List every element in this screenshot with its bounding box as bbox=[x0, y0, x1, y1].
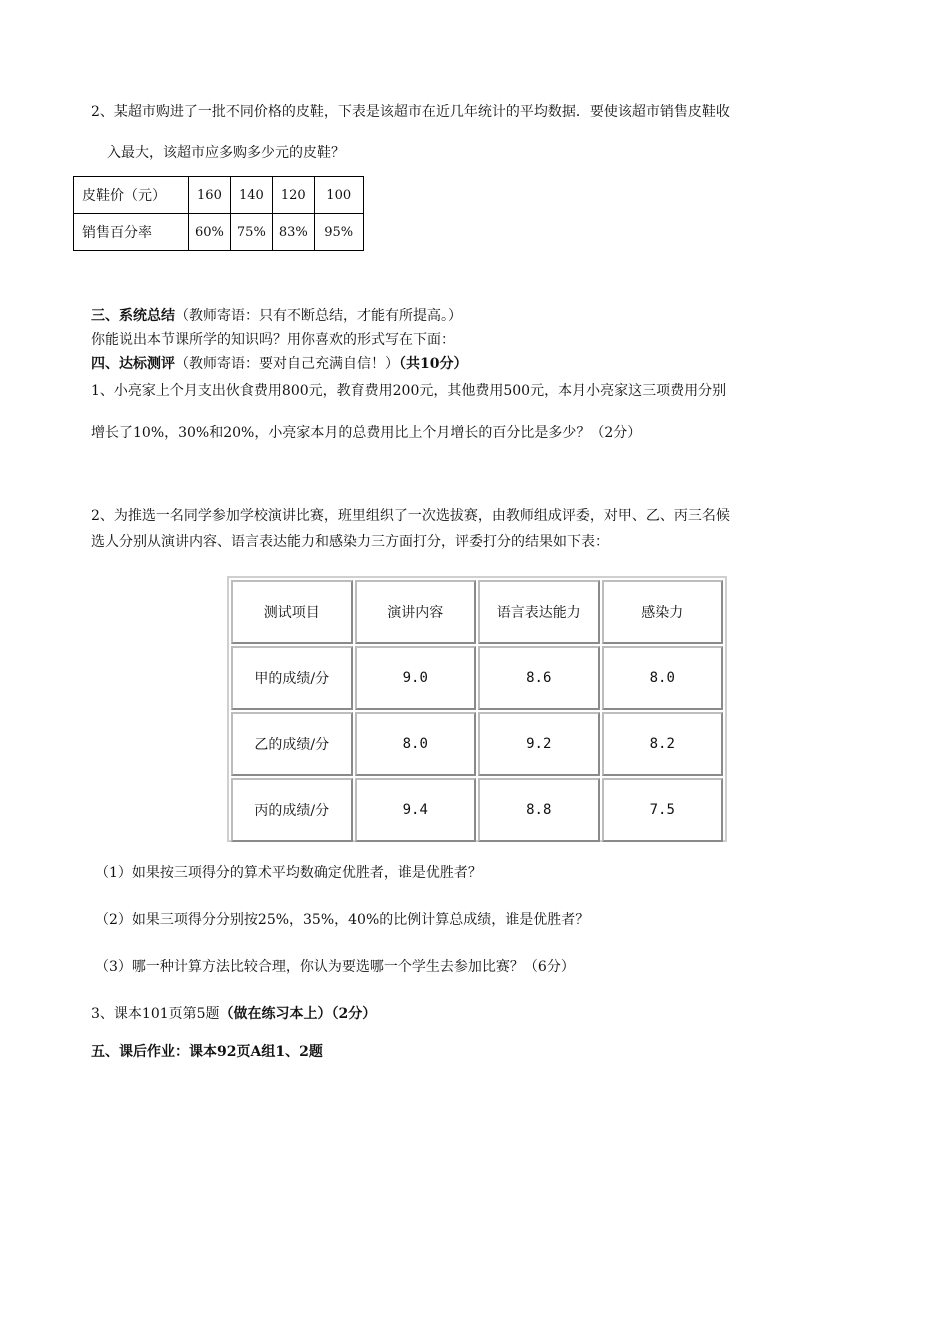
sub-question-2: （2）如果三项得分分别按25%，35%，40%的比例计算总成绩，谁是优胜者？ bbox=[95, 912, 590, 928]
table-cell: 皮鞋价（元） bbox=[74, 177, 189, 214]
table-row bbox=[231, 712, 723, 776]
shoe-price-table bbox=[73, 176, 364, 251]
table-cell: 75% bbox=[230, 214, 272, 251]
table-cell: 8.0 bbox=[602, 646, 724, 710]
table-cell: 9.4 bbox=[355, 778, 477, 842]
table-cell: 100 bbox=[314, 177, 363, 214]
test-question-1-line-2: 增长了10%，30%和20%，小亮家本月的总费用比上个月增长的百分比是多少？（2分） bbox=[91, 425, 642, 441]
table-cell: 丙的成绩/分 bbox=[231, 778, 353, 842]
section-4-title: 四、达标测评 bbox=[91, 356, 175, 372]
table-cell: 9.2 bbox=[478, 712, 600, 776]
table-cell: 7.5 bbox=[602, 778, 724, 842]
table-cell: 销售百分率 bbox=[74, 214, 189, 251]
table-header-cell: 语言表达能力 bbox=[478, 580, 600, 644]
table-row bbox=[74, 177, 364, 214]
table-cell: 8.8 bbox=[478, 778, 600, 842]
test-question-2-line-2: 选人分别从演讲内容、语言表达能力和感染力三方面打分，评委打分的结果如下表： bbox=[91, 534, 609, 550]
table-cell: 甲的成绩/分 bbox=[231, 646, 353, 710]
table-header-cell: 演讲内容 bbox=[355, 580, 477, 644]
table-cell: 9.0 bbox=[355, 646, 477, 710]
question-3-bold: （做在练习本上）（2分） bbox=[219, 1006, 377, 1022]
question-3 bbox=[91, 1004, 376, 1024]
table-cell: 83% bbox=[272, 214, 314, 251]
section-3-title: 三、系统总结 bbox=[91, 308, 175, 324]
table-cell: 120 bbox=[272, 177, 314, 214]
table-row bbox=[231, 778, 723, 842]
sub-question-3: （3）哪一种计算方法比较合理，你认为要选哪一个学生去参加比赛？（6分） bbox=[95, 959, 575, 975]
score-table bbox=[229, 578, 725, 844]
table-cell: 8.6 bbox=[478, 646, 600, 710]
table-header-cell: 感染力 bbox=[602, 580, 724, 644]
table-cell: 乙的成绩/分 bbox=[231, 712, 353, 776]
section-3-note: （教师寄语：只有不断总结，才能有所提高。） bbox=[175, 308, 462, 324]
section-4-score: （共10分） bbox=[399, 356, 468, 372]
section-4-note: （教师寄语：要对自己充满自信！） bbox=[175, 356, 399, 372]
section-4-heading bbox=[91, 354, 467, 374]
table-row bbox=[231, 646, 723, 710]
question-2-line-2: 入最大，该超市应多购多少元的皮鞋？ bbox=[107, 145, 345, 161]
table-cell: 8.0 bbox=[355, 712, 477, 776]
table-header-row bbox=[231, 580, 723, 644]
table-cell: 95% bbox=[314, 214, 363, 251]
table-cell: 160 bbox=[189, 177, 231, 214]
section-3-line-2: 你能说出本节课所学的知识吗？用你喜欢的形式写在下面： bbox=[91, 332, 455, 348]
table-cell: 8.2 bbox=[602, 712, 724, 776]
table-header-cell: 测试项目 bbox=[231, 580, 353, 644]
section-3-heading bbox=[91, 306, 462, 326]
score-table-frame bbox=[227, 576, 727, 842]
table-cell: 60% bbox=[189, 214, 231, 251]
question-2-line-1: 2、某超市购进了一批不同价格的皮鞋，下表是该超市在近几年统计的平均数据．要使该超市销售皮鞋收 bbox=[91, 104, 730, 120]
sub-question-1: （1）如果按三项得分的算术平均数确定优胜者，谁是优胜者？ bbox=[95, 865, 482, 881]
section-5-heading: 五、课后作业：课本92页A组1、2题 bbox=[91, 1044, 323, 1060]
test-question-1-line-1: 1、小亮家上个月支出伙食费用800元，教育费用200元，其他费用500元，本月小亮家这三项费用分别 bbox=[91, 383, 727, 399]
table-row bbox=[74, 214, 364, 251]
table-cell: 140 bbox=[230, 177, 272, 214]
question-3-text: 3、课本101页第5题 bbox=[91, 1006, 220, 1022]
test-question-2-line-1: 2、为推选一名同学参加学校演讲比赛，班里组织了一次选拔赛，由教师组成评委，对甲、乙、丙三名候 bbox=[91, 508, 730, 524]
